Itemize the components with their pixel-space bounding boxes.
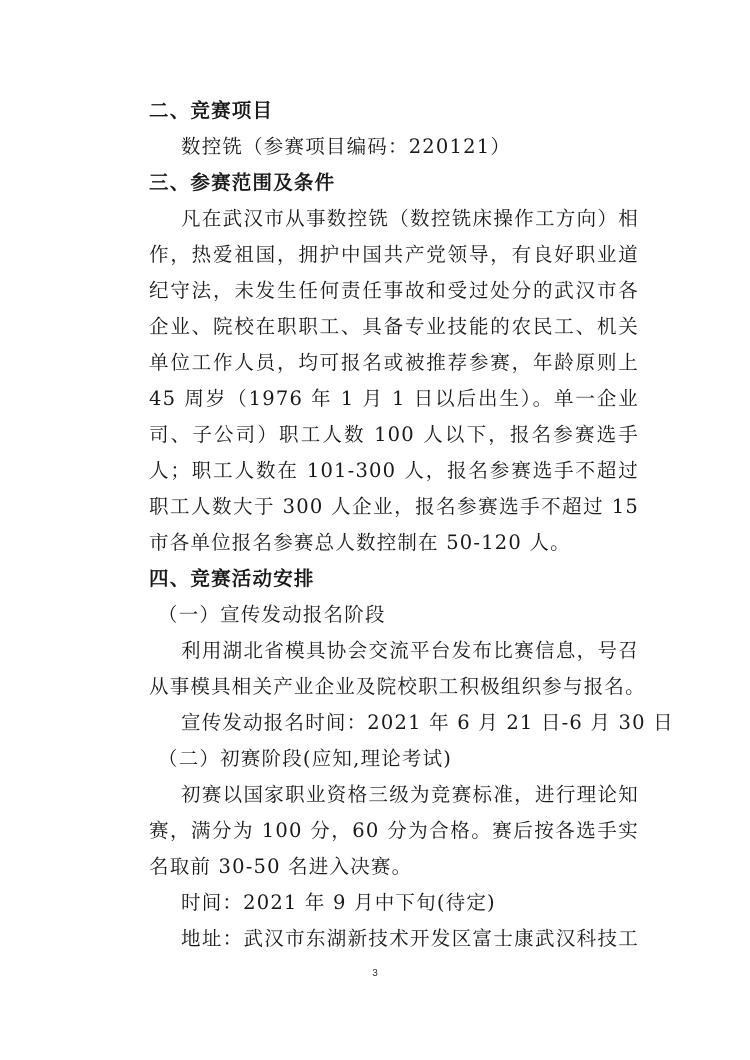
scope-line: 单位工作人员，均可报名或被推荐参赛，年龄原则上: [149, 351, 639, 374]
stage1-line: 利用湖北省模具协会交流平台发布比赛信息，号召: [181, 639, 639, 662]
stage2-title: （二）初赛阶段(应知,理论考试): [158, 747, 453, 770]
project-line: 数控铣（参赛项目编码：220121）: [181, 135, 512, 158]
stage1-line: 从事模具相关产业企业及院校职工积极组织参与报名。: [149, 675, 646, 698]
stage2-line: 名取前 30-50 名进入决赛。: [149, 855, 413, 878]
stage2-address: 地址：武汉市东湖新技术开发区富士康武汉科技工: [181, 927, 639, 950]
section-heading-schedule: 四、竞赛活动安排: [149, 567, 315, 590]
stage2-time: 时间：2021 年 9 月中下旬(待定): [181, 891, 496, 914]
scope-line: 纪守法，未发生任何责任事故和受过处分的武汉市各: [149, 279, 639, 302]
scope-line: 市各单位报名参赛总人数控制在 50-120 人。: [149, 531, 571, 554]
scope-line: 作，热爱祖国，拥护中国共产党领导，有良好职业道: [149, 243, 639, 266]
stage1-time: 宣传发动报名时间：2021 年 6 月 21 日-6 月 30 日: [181, 711, 674, 734]
scope-line: 人；职工人数在 101-300 人，报名参赛选手不超过: [149, 459, 639, 482]
scope-line: 职工人数大于 300 人企业，报名参赛选手不超过 15: [149, 495, 639, 518]
stage2-line: 赛，满分为 100 分，60 分为合格。赛后按各选手实: [149, 819, 639, 842]
scope-line: 45 周岁（1976 年 1 月 1 日以后出生）。单一企业: [149, 387, 639, 410]
section-heading-competition-project: 二、竞赛项目: [149, 99, 274, 122]
scope-line: 企业、院校在职职工、具备专业技能的农民工、机关: [149, 315, 639, 338]
stage2-line: 初赛以国家职业资格三级为竞赛标准，进行理论知: [181, 783, 639, 806]
stage1-title: （一）宣传发动报名阶段: [158, 603, 386, 626]
page-number: 3: [372, 968, 378, 979]
section-heading-scope: 三、参赛范围及条件: [149, 171, 336, 194]
scope-line: 凡在武汉市从事数控铣（数控铣床操作工方向）相: [181, 207, 639, 230]
scope-line: 司、子公司）职工人数 100 人以下，报名参赛选手: [149, 423, 639, 446]
